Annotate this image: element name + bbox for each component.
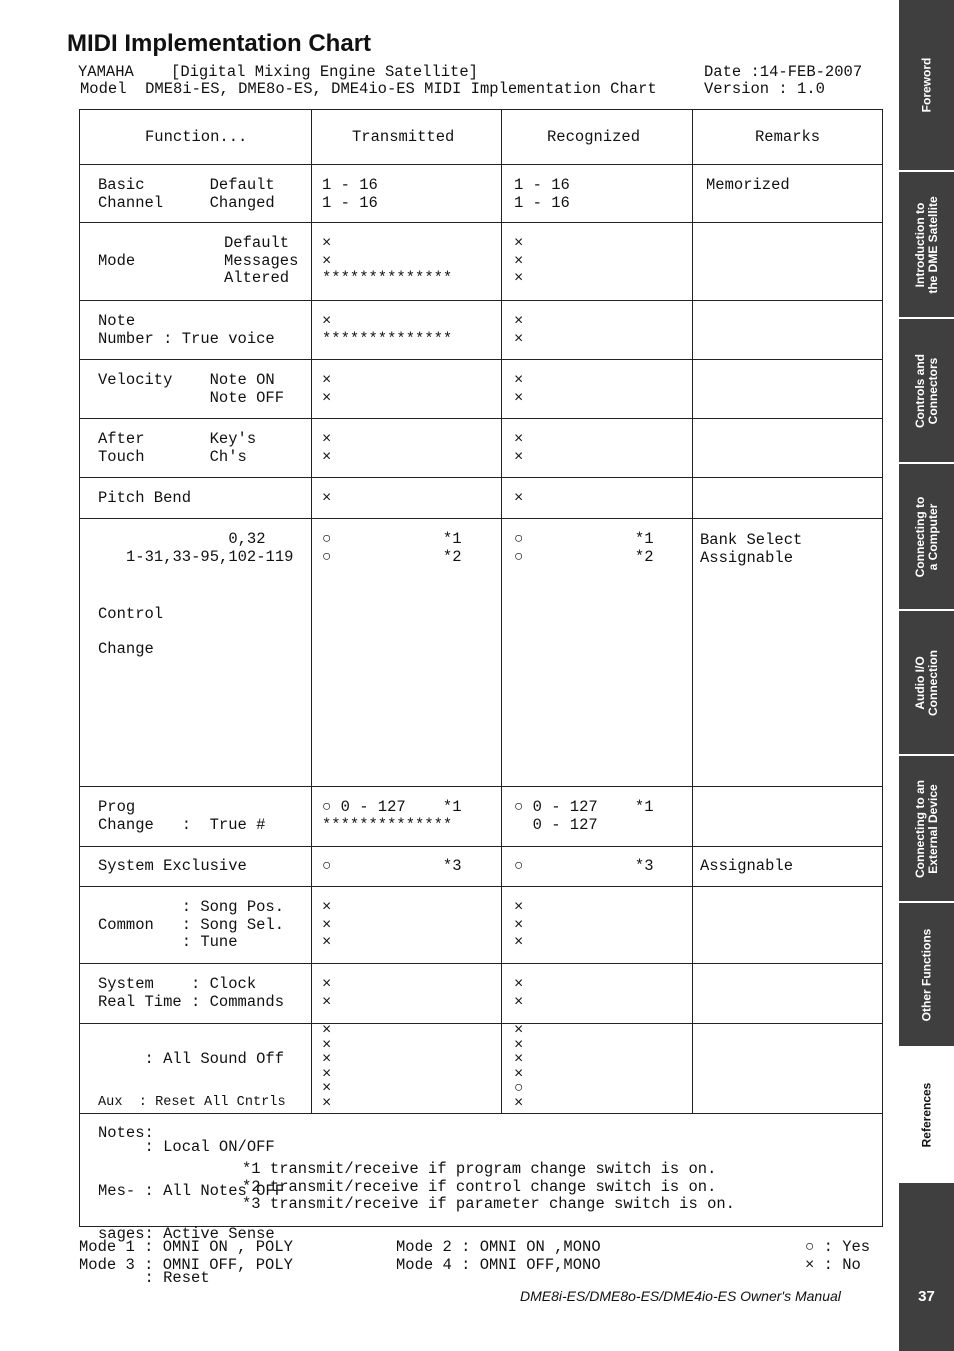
legend-yes: ○ : Yes (805, 1238, 871, 1256)
header-maker-line: YAMAHA [Digital Mixing Engine Satellite] (78, 63, 478, 81)
aux-line: Aux : Reset All Cntrls (98, 1094, 286, 1110)
row-aux-messages-transmitted: × × × × × × (322, 1021, 332, 1112)
row-system-exclusive-recognized: ○ *3 (514, 857, 654, 875)
row-mode-transmitted: × × ************** (322, 234, 453, 287)
tab-label: Audio I/O Connection (912, 649, 940, 716)
row-control-change-remarks: Bank Select Assignable (700, 531, 803, 567)
row-mode-recognized: × × × (514, 234, 524, 287)
header-date: Date :14-FEB-2007 (704, 63, 863, 81)
row-basic-channel-transmitted: 1 - 16 1 - 16 (322, 176, 378, 212)
footer-manual-title: DME8i-ES/DME8o-ES/DME4io-ES Owner's Manual (520, 1288, 841, 1304)
tab-label: Connecting to a Computer (912, 496, 940, 577)
row-system-exclusive-remarks: Assignable (700, 857, 794, 875)
column-header-transmitted: Transmitted (352, 128, 455, 146)
row-basic-channel-remarks: Memorized (706, 176, 790, 194)
tab-foreword[interactable] (899, 0, 954, 170)
note-item: *1 transmit/receive if program change switch is on. (242, 1160, 717, 1178)
row-basic-channel-recognized: 1 - 16 1 - 16 (514, 176, 570, 212)
tab-label: References (919, 1082, 933, 1147)
tab-controls-and-connectors[interactable] (899, 319, 954, 462)
row-control-change-numbers: 0,32 1-31,33-95,102-119 (126, 530, 294, 566)
tab-label: Introduction to the DME Satellite (912, 195, 940, 294)
tab-connecting-to-external-device[interactable] (899, 756, 954, 901)
row-control-change-function: Control Change (98, 605, 164, 658)
row-mode-function-label: Mode (98, 251, 136, 270)
column-header-function: Function... (145, 128, 248, 146)
row-aux-messages-recognized: × × × × ○ × (514, 1021, 524, 1112)
legend-no: × : No (805, 1255, 861, 1274)
tab-label: Other Functions (919, 928, 933, 1021)
aux-line: sages: Active Sense (98, 1225, 275, 1244)
legend-mode-1: Mode 1 : OMNI ON , POLY (79, 1238, 293, 1256)
row-pitch-bend-transmitted: × (322, 489, 332, 507)
tab-label: Controls and Connectors (912, 353, 940, 428)
row-note-number-transmitted: × ************** (322, 312, 453, 348)
row-system-real-time-function: System : Clock Real Time : Commands (98, 975, 285, 1011)
tab-label: Foreword (919, 57, 933, 113)
notes-label: Notes: (98, 1124, 154, 1142)
header-version: Version : 1.0 (704, 80, 825, 98)
page-title: MIDI Implementation Chart (67, 30, 372, 57)
row-mode-function-items: Default Messages Altered (224, 234, 299, 287)
legend-mode-4: Mode 4 : OMNI OFF,MONO (396, 1255, 601, 1274)
row-velocity-recognized: × × (514, 371, 524, 407)
tab-other-functions[interactable] (899, 903, 954, 1046)
row-note-number-recognized: × × (514, 312, 524, 348)
column-header-recognized: Recognized (547, 128, 641, 146)
legend-mode-3: Mode 3 : OMNI OFF, POLY (79, 1255, 293, 1274)
row-control-change-recognized: ○ *1 ○ *2 (514, 530, 654, 566)
tab-audio-io-connection[interactable] (899, 611, 954, 754)
aux-line: : Reset (98, 1269, 210, 1288)
tab-references[interactable] (899, 1048, 954, 1181)
row-control-change-transmitted: ○ *1 ○ *2 (322, 530, 462, 566)
row-system-exclusive-transmitted: ○ *3 (322, 857, 462, 875)
row-common-transmitted: × × × (322, 898, 332, 951)
tab-introduction[interactable] (899, 172, 954, 317)
row-after-touch-function: After Key's Touch Ch's (98, 430, 257, 466)
page-number-block (899, 1183, 954, 1351)
row-basic-channel-function: Basic Default Channel Changed (98, 176, 275, 212)
note-item: *2 transmit/receive if control change switch is on. (242, 1178, 717, 1196)
row-after-touch-recognized: × × (514, 430, 524, 466)
header-model-line: Model DME8i-ES, DME8o-ES, DME4io-ES MIDI Implementation Chart (80, 80, 657, 98)
legend-mode-1-3 (79, 1239, 293, 1274)
aux-line: Mes- : All Notes OFF (98, 1181, 285, 1200)
page-number: 37 (918, 1288, 935, 1305)
row-prog-change-recognized: ○ 0 - 127 *1 0 - 127 (514, 798, 654, 834)
legend-mode-2-4 (396, 1239, 601, 1274)
row-common-recognized: × × × (514, 898, 524, 951)
row-common-function: : Song Pos. Common : Song Sel. : Tune (98, 898, 285, 951)
row-pitch-bend-recognized: × (514, 489, 524, 507)
row-pitch-bend-function: Pitch Bend (98, 489, 192, 507)
row-prog-change-function: Prog Change : True # (98, 798, 266, 834)
row-velocity-transmitted: × × (322, 371, 332, 407)
legend-yes-no (805, 1239, 870, 1274)
row-system-real-time-recognized: × × (514, 975, 524, 1011)
row-velocity-function: Velocity Note ON Note OFF (98, 371, 285, 407)
tab-label: Connecting to an External Device (912, 779, 940, 878)
row-prog-change-transmitted: ○ 0 - 127 *1 ************** (322, 798, 462, 834)
column-header-remarks: Remarks (755, 128, 821, 146)
note-item: *3 transmit/receive if parameter change switch is on. (242, 1195, 735, 1213)
legend-mode-2: Mode 2 : OMNI ON ,MONO (396, 1238, 601, 1256)
tab-connecting-to-a-computer[interactable] (899, 464, 954, 609)
aux-line: : Local ON/OFF (98, 1137, 275, 1156)
row-after-touch-transmitted: × × (322, 430, 332, 466)
aux-line: : All Sound Off (98, 1050, 285, 1069)
row-system-real-time-transmitted: × × (322, 975, 332, 1011)
chapter-tab-strip (899, 0, 954, 1351)
row-system-exclusive-function: System Exclusive (98, 857, 247, 875)
row-note-number-function: Note Number : True voice (98, 312, 275, 348)
